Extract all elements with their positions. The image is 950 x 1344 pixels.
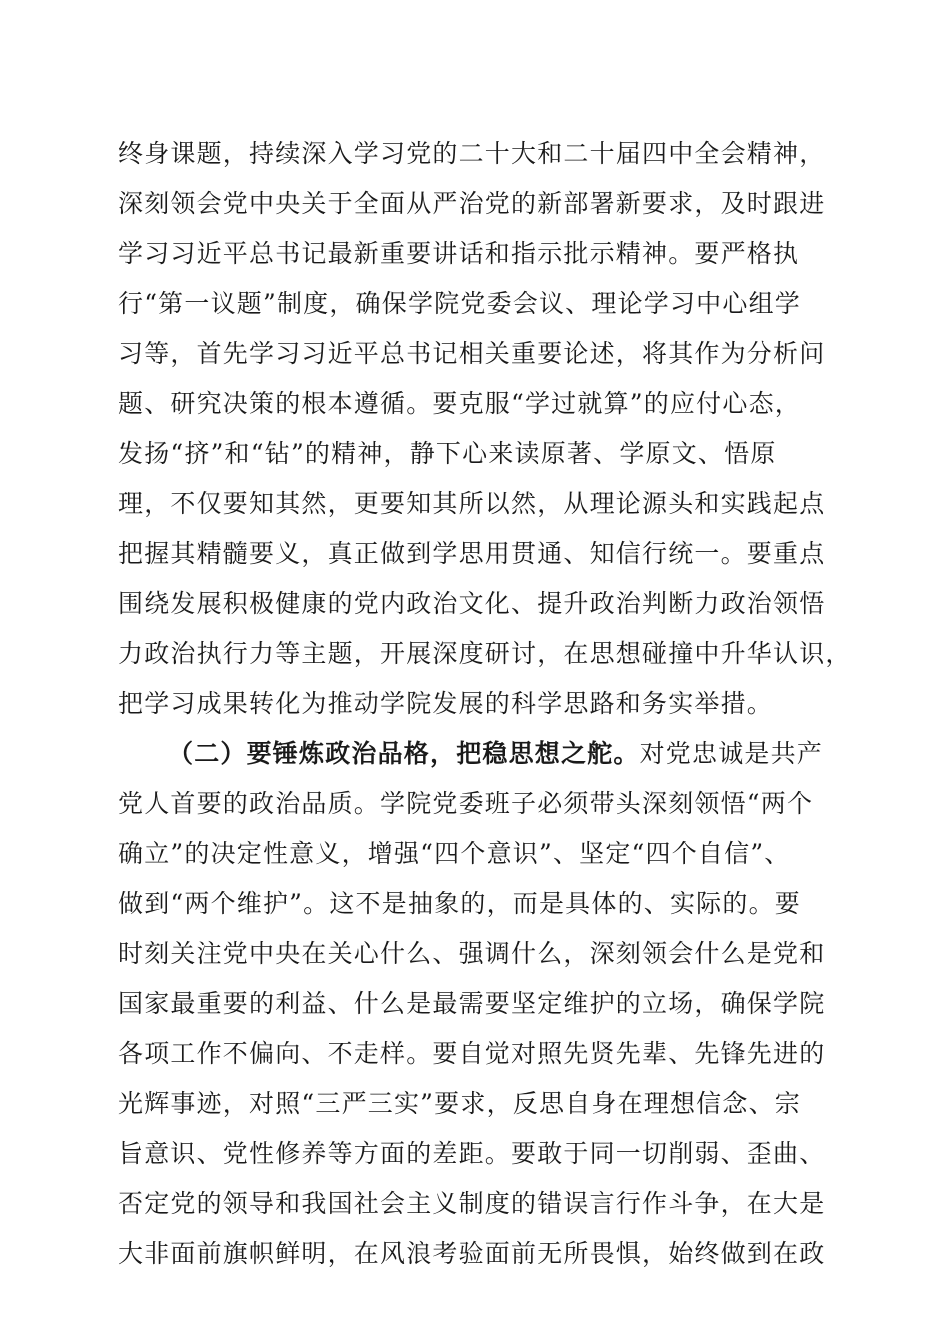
text-line: 国家最重要的利益、什么是最需要坚定维护的立场，确保学院	[118, 989, 826, 1018]
text-line: 确立”的决定性意义，增强“四个意识”、坚定“四个自信”、	[118, 839, 791, 868]
text-line: 大非面前旗帜鲜明，在风浪考验面前无所畏惧，始终做到在政	[118, 1239, 826, 1268]
text-line: 学习习近平总书记最新重要讲话和指示批示精神。要严格执	[118, 239, 800, 268]
text-line: 党人首要的政治品质。学院党委班子必须带头深刻领悟“两个	[118, 789, 814, 818]
section-2-first-line-rest: 对党忠诚是共产	[639, 739, 824, 768]
text-line: 各项工作不偏向、不走样。要自觉对照先贤先辈、先锋先进的	[118, 1039, 826, 1068]
text-line: 深刻领会党中央关于全面从严治党的新部署新要求，及时跟进	[118, 189, 826, 218]
text-line: 时刻关注党中央在关心什么、强调什么，深刻领会什么是党和	[118, 939, 826, 968]
text-line: 终身课题，持续深入学习党的二十大和二十届四中全会精神，	[118, 139, 826, 168]
text-line: 发扬“挤”和“钻”的精神，静下心来读原著、学原文、悟原	[118, 439, 777, 468]
section-2-heading: （二）要锤炼政治品格，把稳思想之舵。	[168, 739, 640, 768]
text-line: 行“第一议题”制度，确保学院党委会议、理论学习中心组学	[118, 289, 801, 318]
text-line: 否定党的领导和我国社会主义制度的错误言行作斗争，在大是	[118, 1189, 826, 1218]
text-line: 理，不仅要知其然，更要知其所以然，从理论源头和实践起点	[118, 489, 826, 518]
text-line: 做到“两个维护”。这不是抽象的，而是具体的、实际的。要	[118, 889, 801, 918]
text-line: 把学习成果转化为推动学院发展的科学思路和务实举措。	[118, 689, 774, 718]
text-line: 题、研究决策的根本遵循。要克服“学过就算”的应付心态，	[118, 389, 801, 418]
text-line: 围绕发展积极健康的党内政治文化、提升政治判断力政治领悟	[118, 589, 826, 618]
text-line: 力政治执行力等主题，开展深度研讨，在思想碰撞中升华认识，	[118, 639, 852, 668]
text-line: 旨意识、党性修养等方面的差距。要敢于同一切削弱、歪曲、	[118, 1139, 826, 1168]
section-2-first-line	[168, 734, 838, 774]
text-line: 把握其精髓要义，真正做到学思用贯通、知信行统一。要重点	[118, 539, 826, 568]
text-line: 习等，首先学习习近平总书记相关重要论述，将其作为分析问	[118, 339, 826, 368]
text-line: 光辉事迹，对照“三严三实”要求，反思自身在理想信念、宗	[118, 1089, 801, 1118]
